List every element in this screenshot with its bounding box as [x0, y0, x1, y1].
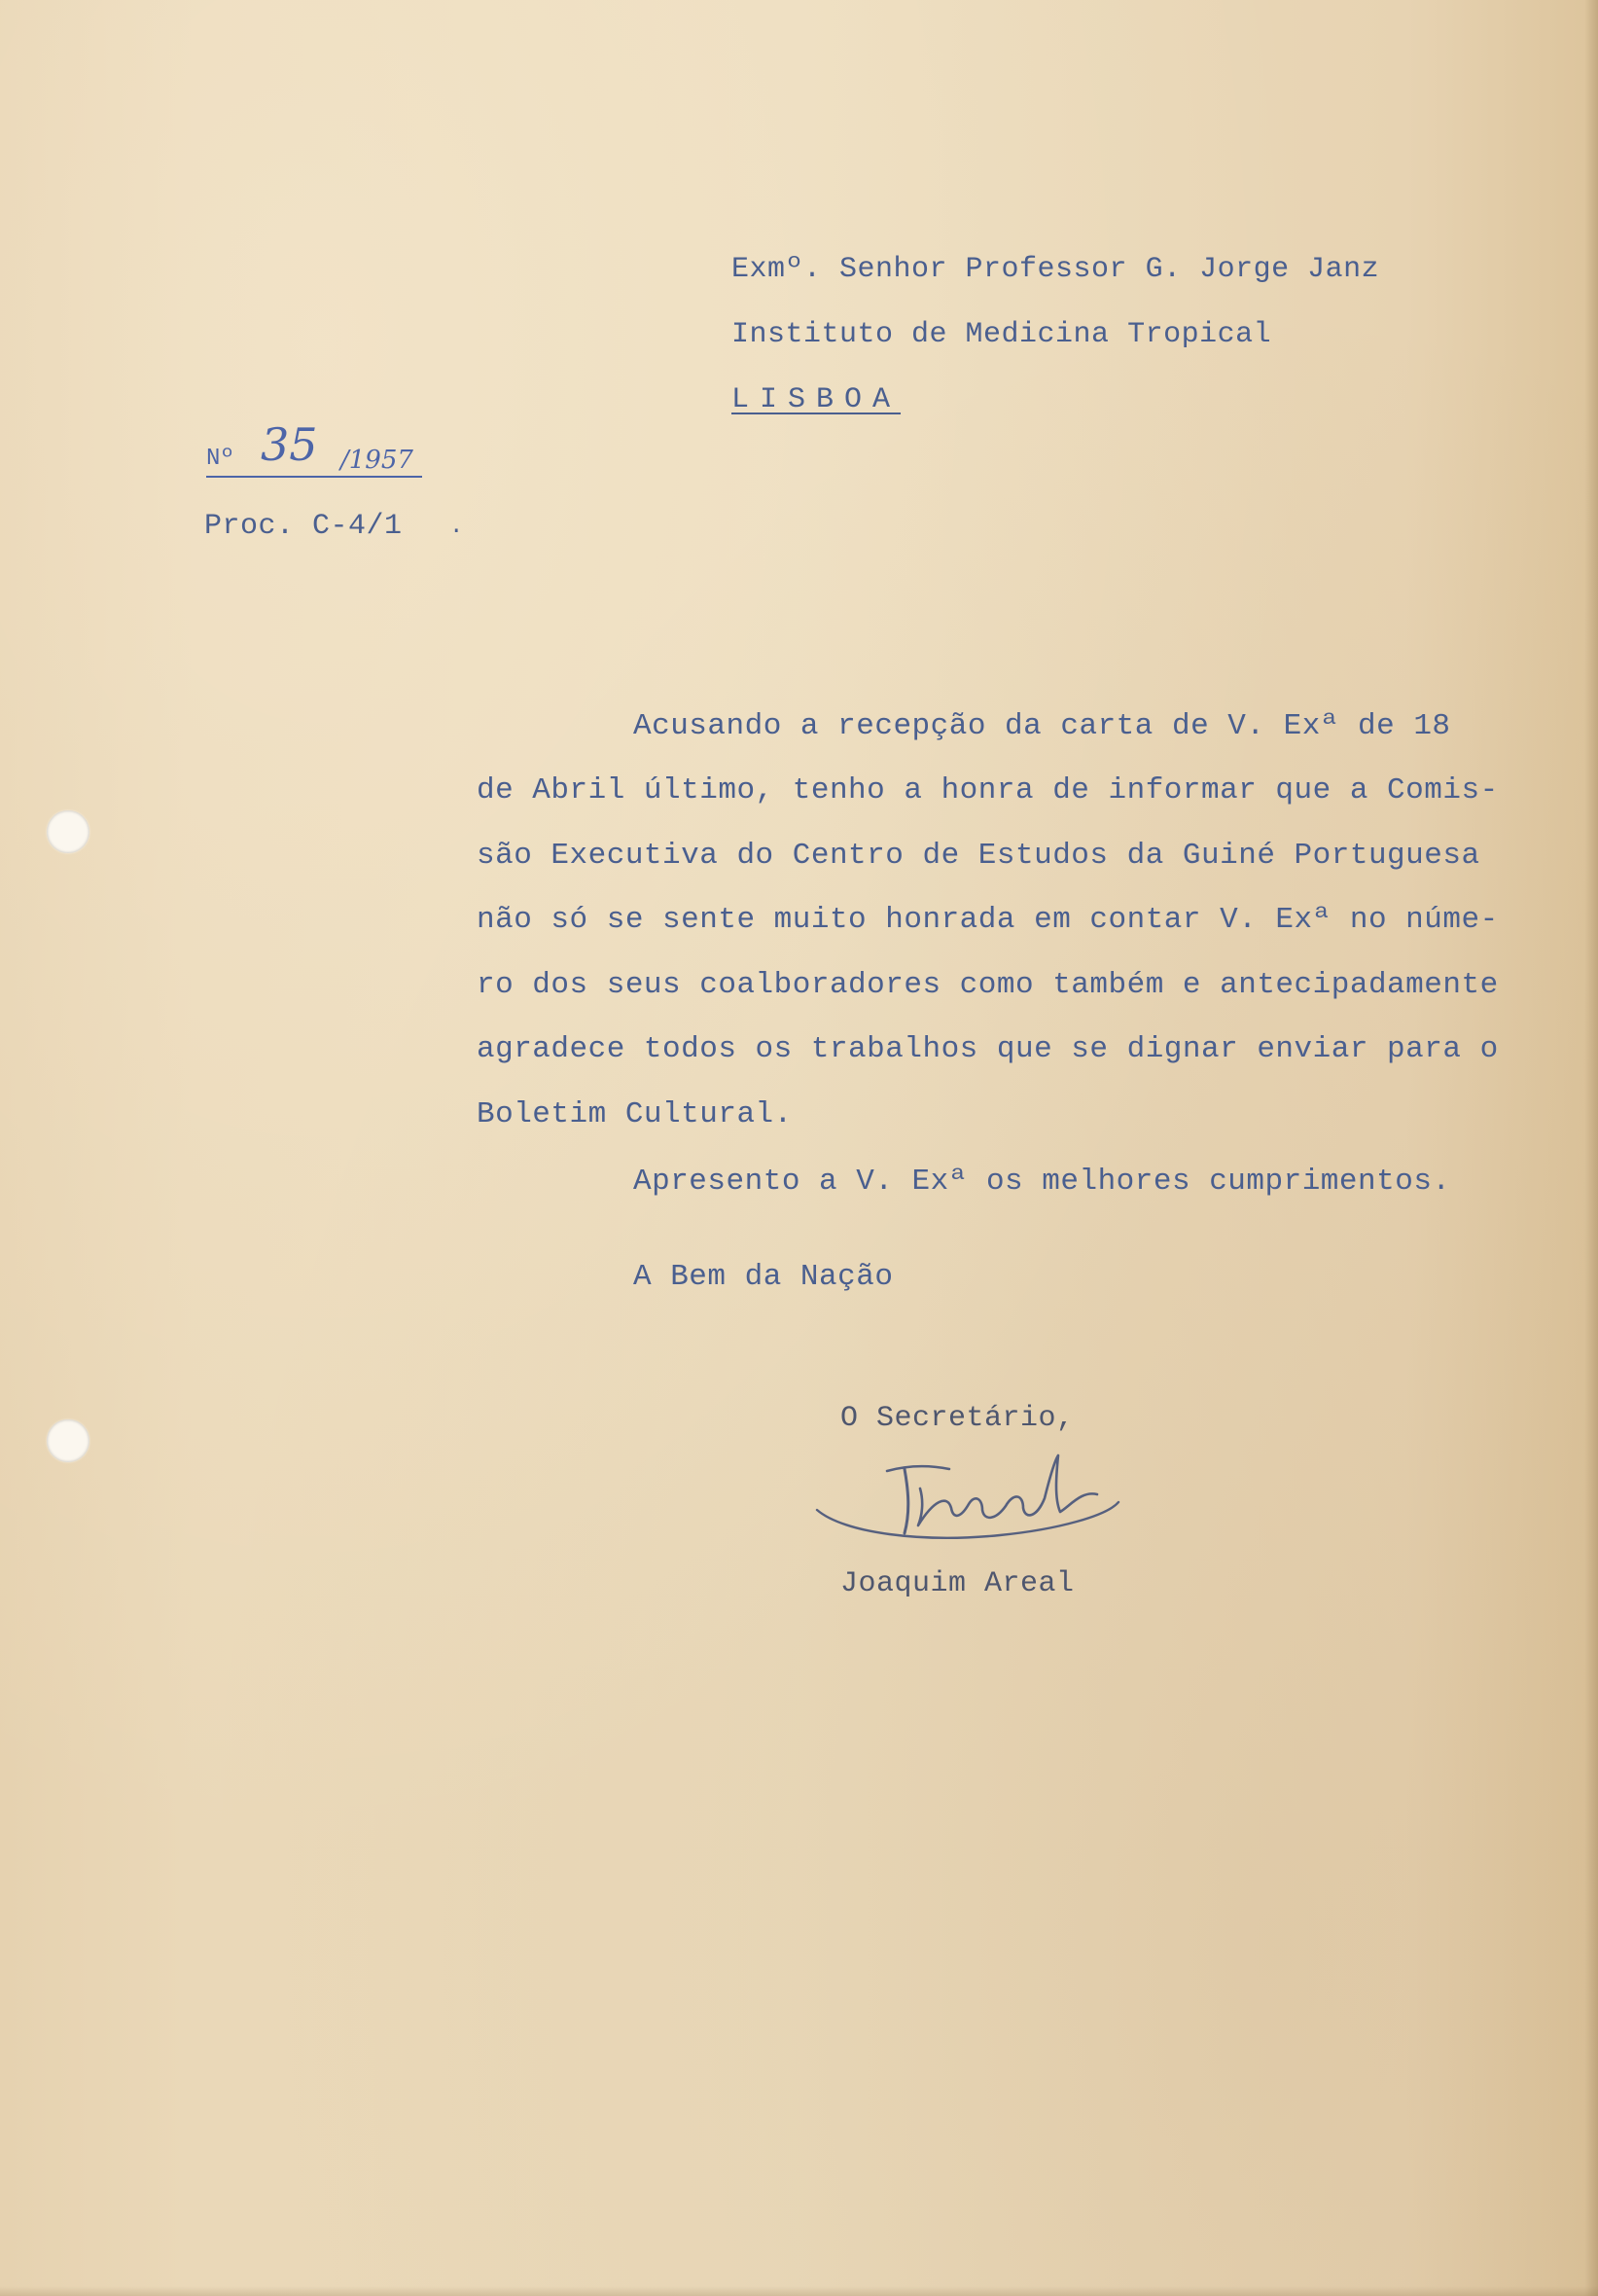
closing-greeting: Apresento a V. Exª os melhores cumprimentos.	[633, 1165, 1451, 1199]
reference-underline	[206, 476, 422, 478]
reference-prefix: Nº	[206, 446, 234, 472]
body-line-2: de Abril último, tenho a honra de informar que a Comis-	[477, 773, 1499, 807]
recipient-city: LISBOA	[731, 383, 902, 416]
punch-hole-top	[47, 810, 89, 853]
body-line-3: são Executiva do Centro de Estudos da Guiné Portuguesa	[477, 839, 1480, 873]
body-line-4: não só se sente muito honrada em contar V. Exª no núme-	[477, 903, 1499, 937]
reference-handwritten-number: 35	[261, 418, 318, 471]
body-line-6: agradece todos os trabalhos que se dignar enviar para o	[477, 1032, 1499, 1066]
closing-motto: A Bem da Nação	[633, 1260, 894, 1294]
punch-hole-bottom	[47, 1419, 89, 1462]
process-dot: .	[449, 514, 464, 540]
body-line-7: Boletim Cultural.	[477, 1097, 793, 1131]
paper-bottom-shadow	[0, 2286, 1598, 2296]
reference-number	[206, 418, 422, 481]
recipient-line-1: Exmº. Senhor Professor G. Jorge Janz	[731, 253, 1380, 286]
handwritten-signature	[815, 1452, 1126, 1559]
paper-edge-shadow	[1584, 0, 1598, 2296]
recipient-line-2: Instituto de Medicina Tropical	[731, 318, 1272, 351]
signatory-title: O Secretário,	[840, 1402, 1075, 1435]
process-reference: Proc. C-4/1	[204, 510, 403, 543]
body-line-1: Acusando a recepção da carta de V. Exª de 18	[633, 709, 1451, 743]
reference-year: /1957	[340, 446, 413, 475]
signatory-name: Joaquim Areal	[840, 1567, 1075, 1600]
body-line-5: ro dos seus coalboradores como também e antecipadamente	[477, 968, 1499, 1002]
